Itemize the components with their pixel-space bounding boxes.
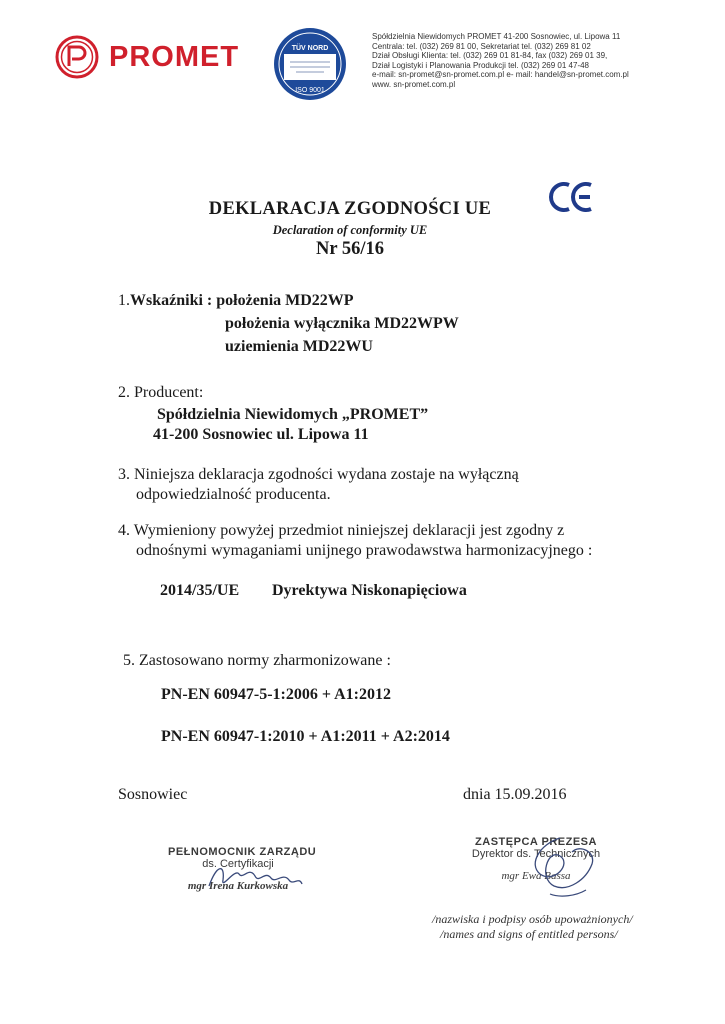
document-subtitle: Declaration of conformity UE	[272, 223, 428, 237]
signer-right-role: Dyrektor ds. Technicznych	[471, 848, 601, 860]
section-1-line-1	[118, 292, 354, 310]
company-logo	[55, 35, 239, 79]
brand-name: PROMET	[109, 40, 240, 73]
date: dnia 15.09.2016	[463, 786, 567, 803]
contact-line: Centrala: tel. (032) 269 81 00, Sekretariat tel. (032) 269 81 02	[372, 41, 591, 51]
signer-right-name: mgr Ewa Bassa	[501, 870, 571, 882]
directive-code: 2014/35/UE	[160, 582, 240, 599]
promet-logo-icon	[55, 35, 99, 79]
contact-line: www. sn-promet.com.pl	[372, 79, 456, 89]
producer-address: 41-200 Sosnowiec ul. Lipowa 11	[153, 426, 369, 443]
section-3-line-2: odpowiedzialność producenta.	[136, 486, 331, 503]
badge-bottom-text: ISO 9001	[295, 87, 325, 94]
section-1-number: 1.	[118, 292, 130, 309]
indicator-md22wu: uziemienia MD22WU	[225, 338, 373, 355]
signer-left-title: PEŁNOMOCNIK ZARZĄDU	[168, 846, 317, 858]
section-3-line-1: 3. Niniejsza deklaracja zgodności wydana zostaje na wyłączną	[118, 466, 519, 483]
indicator-md22wp: położenia MD22WP	[216, 292, 354, 309]
contact-line: Spółdzielnia Niewidomych PROMET 41-200 Sosnowiec, ul. Lipowa 11	[372, 32, 621, 41]
company-contact-info	[372, 32, 629, 90]
signatures-note-en: /names and signs of entitled persons/	[440, 927, 618, 941]
signer-left-role: ds. Certyfikacji	[202, 858, 274, 870]
section-2-heading: 2. Producent:	[118, 384, 204, 401]
contact-line: Dział Logistyki i Planowania Produkcji tel. (032) 269 01 47-48	[372, 60, 590, 70]
section-4-line-2: odnośnymi wymaganiami unijnego prawodawstwa harmonizacyjnego :	[136, 542, 593, 559]
signer-left-name: mgr Irena Kurkowska	[187, 880, 289, 892]
document-number: Nr 56/16	[315, 239, 384, 259]
ce-mark-icon	[549, 180, 595, 214]
signature-left-icon	[205, 860, 305, 892]
place: Sosnowiec	[118, 786, 188, 803]
signature-right-icon	[520, 834, 600, 904]
signer-right-title: ZASTĘPCA PREZESA	[475, 836, 597, 848]
producer-name: Spółdzielnia Niewidomych „PROMET”	[157, 406, 429, 423]
indicator-md22wpw: położenia wyłącznika MD22WPW	[225, 315, 459, 332]
tuv-iso-certification-icon	[272, 26, 348, 102]
document-title: DEKLARACJA ZGODNOŚCI UE	[208, 199, 492, 219]
norm-1: PN-EN 60947-5-1:2006 + A1:2012	[161, 686, 391, 703]
badge-top-text: TÜV NORD	[291, 45, 329, 52]
norm-2: PN-EN 60947-1:2010 + A1:2011 + A2:2014	[161, 728, 450, 745]
directive-name: Dyrektywa Niskonapięciowa	[272, 582, 467, 599]
section-5-heading: 5. Zastosowano normy zharmonizowane :	[123, 652, 391, 669]
signatures-note-pl: /nazwiska i podpisy osób upoważnionych/	[432, 912, 633, 926]
section-1-label: Wskaźniki :	[130, 292, 217, 309]
contact-line: e-mail: sn-promet@sn-promet.com.pl e- mail: handel@sn-promet.com.pl	[372, 70, 629, 80]
contact-line: Dział Obsługi Klienta: tel. (032) 269 01 81-84, fax (032) 269 01 39,	[372, 51, 608, 61]
section-4-line-1: 4. Wymieniony powyżej przedmiot niniejszej deklaracji jest zgodny z	[118, 522, 565, 539]
